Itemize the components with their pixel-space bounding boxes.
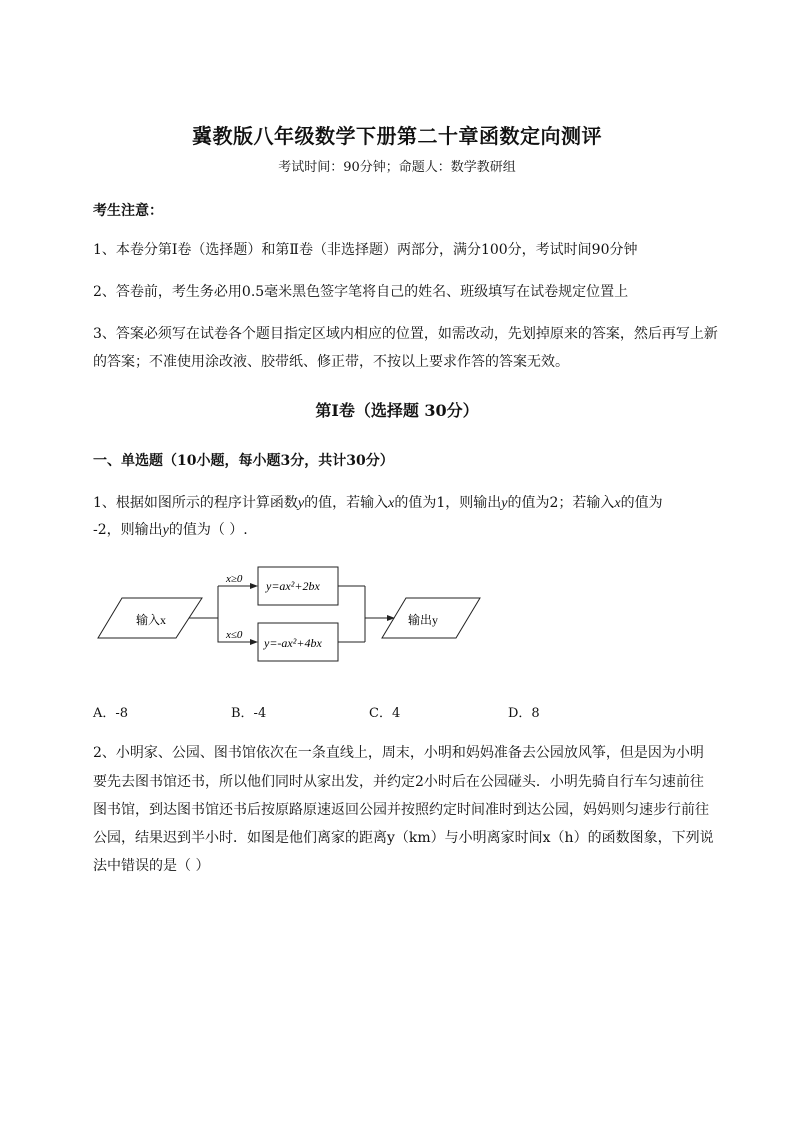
question-2-line-2: 要先去图书馆还书，所以他们同时从家出发，并约定2小时后在公园碰头．小明先骑自行车匀速前往: [93, 774, 704, 790]
notice-item-3: 3、答案必须写在试卷各个题目指定区域内相应的位置，如需改动，先划掉原来的答案，然后再写上新: [93, 326, 718, 342]
notice-item-3-cont: 的答案；不准使用涂改液、胶带纸、修正带，不按以上要求作答的答案无效。: [93, 354, 569, 370]
formula-top: y=ax²+2bx: [266, 579, 320, 593]
var-y: y: [501, 496, 508, 511]
question-2-line-4: 公园，结果迟到半小时．如图是他们离家的距离y（km）与小明离家时间x（h）的函数图象，下列说: [93, 830, 714, 846]
var-x: x: [388, 496, 395, 511]
question-2-line-3: 图书馆，到达图书馆还书后按原路原速返回公园并按照约定时间准时到达公园，妈妈则匀速步行前往: [93, 802, 709, 818]
question-2-line-5: 法中错误的是（ ）: [93, 858, 210, 874]
question-1-line-1: [93, 489, 718, 518]
question-1-line-2: [93, 516, 718, 545]
condition-bottom: x≤0: [226, 629, 243, 641]
question-2-line-1: 2、小明家、公园、图书馆依次在一条直线上，周末，小明和妈妈准备去公园放风筝，但是因为小明: [93, 745, 704, 761]
section-title: 第I卷（选择题 30分）: [315, 401, 479, 420]
q1-text: 的值为2；若输入: [507, 495, 615, 511]
choice-c[interactable]: C．4: [369, 706, 401, 721]
var-y: y: [297, 496, 305, 511]
condition-top: x≥0: [226, 573, 243, 585]
notice-item-2: 2、答卷前，考生务必用0.5毫米黑色签字笔将自己的姓名、班级填写在试卷规定位置上: [93, 284, 629, 300]
output-label: 输出y: [408, 613, 439, 627]
choice-b[interactable]: B．-4: [231, 706, 267, 721]
q1-text: 的值为1，则输出: [394, 495, 502, 511]
q1-text: 1、根据如图所示的程序计算函数: [93, 495, 298, 511]
arrowhead: [250, 583, 258, 589]
q1-text: 的值，若输入: [304, 495, 389, 511]
notice-heading: 考生注意：: [93, 203, 163, 219]
notice-item-1: 1、本卷分第I卷（选择题）和第Ⅱ卷（非选择题）两部分，满分100分，考试时间90分钟: [93, 242, 638, 258]
choice-a[interactable]: A．-8: [93, 706, 129, 721]
program-flowchart: [90, 558, 490, 678]
arrowhead: [387, 615, 395, 621]
q1-text: -2，则输出: [93, 522, 163, 538]
var-x: x: [614, 496, 621, 511]
var-y: y: [162, 523, 169, 538]
q1-text: 的值为（ ）.: [168, 522, 248, 538]
branch-line: [189, 586, 218, 618]
choice-d[interactable]: D．8: [508, 706, 540, 721]
arrowhead: [250, 639, 258, 645]
part-heading: 一、单选题（10小题，每小题3分，共计30分）: [93, 453, 394, 469]
page-title: 冀教版八年级数学下册第二十章函数定向测评: [192, 124, 602, 148]
q1-text: 的值为: [620, 495, 663, 511]
exam-info: 考试时间：90分钟；命题人：数学教研组: [278, 160, 516, 175]
input-label: 输入x: [136, 613, 167, 627]
formula-bottom: y=-ax²+4bx: [264, 636, 322, 650]
